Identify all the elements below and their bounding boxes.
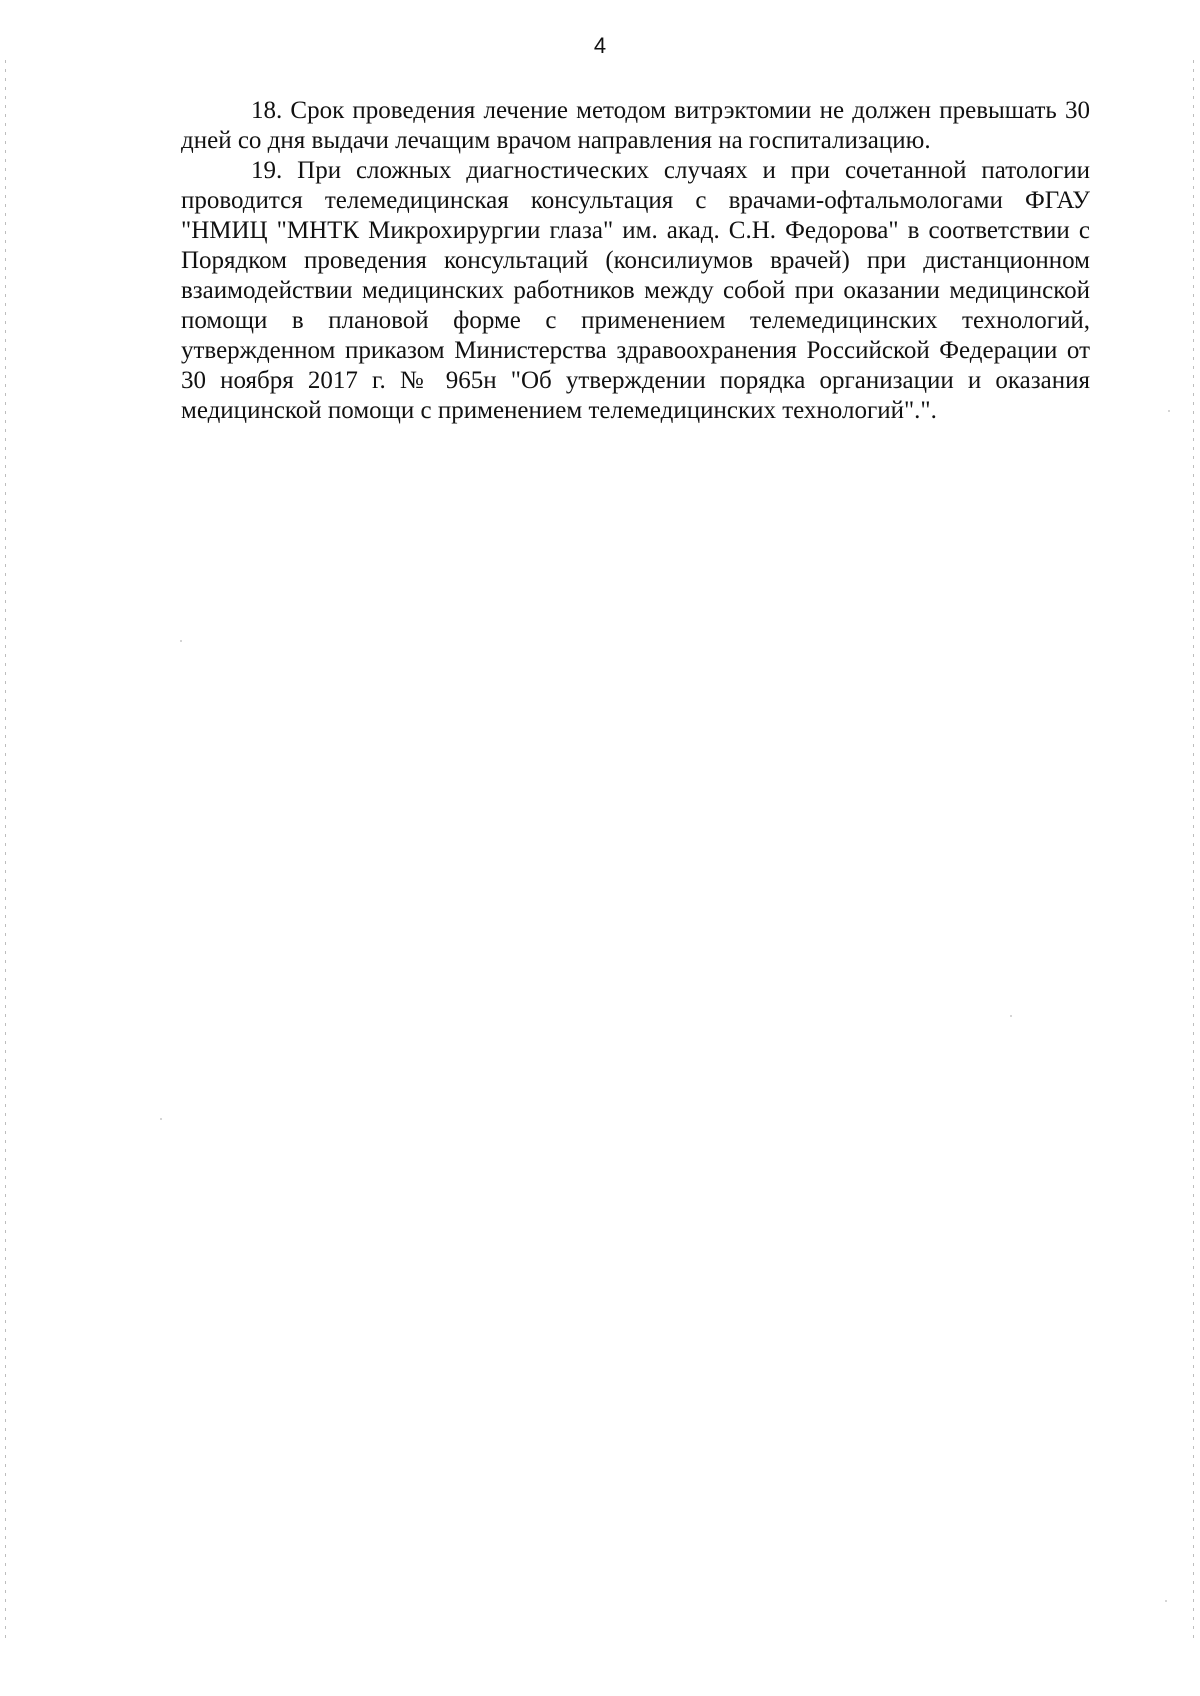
scan-speck bbox=[1168, 410, 1170, 412]
document-body bbox=[181, 96, 1090, 426]
scan-edge-left bbox=[5, 60, 6, 1640]
scan-speck bbox=[1010, 1015, 1012, 1017]
page-number: 4 bbox=[593, 33, 607, 58]
scan-edge-right bbox=[1193, 60, 1194, 1640]
scan-speck bbox=[160, 1118, 162, 1120]
scan-speck bbox=[180, 640, 182, 642]
scan-speck bbox=[1165, 1600, 1167, 1602]
paragraph-19: 19. При сложных диагностических случаях и при сочетанной патологии проводится телемедицинская консультация с врачами-офтальмологами ФГАУ "НМИЦ "МНТК Микрохирургии глаза" им. акад. С.Н. Федорова" в соответствии с Порядком проведения консультаций (консилиумов врачей) при дистанционном взаимодействии медицинских работников между собой при оказании медицинской помощи в плановой форме с применением телемедицинских технологий, утвержденном приказом Министерства здравоохранения Российской Федерации от 30 ноября 2017 г. № 965н "Об утверждении порядка организации и оказания медицинской помощи с применением телемедицинских технологий".". bbox=[181, 157, 1090, 424]
paragraph-18: 18. Срок проведения лечение методом витрэктомии не должен превышать 30 дней со дня выдачи лечащим врачом направления на госпитализацию. bbox=[181, 97, 1090, 154]
